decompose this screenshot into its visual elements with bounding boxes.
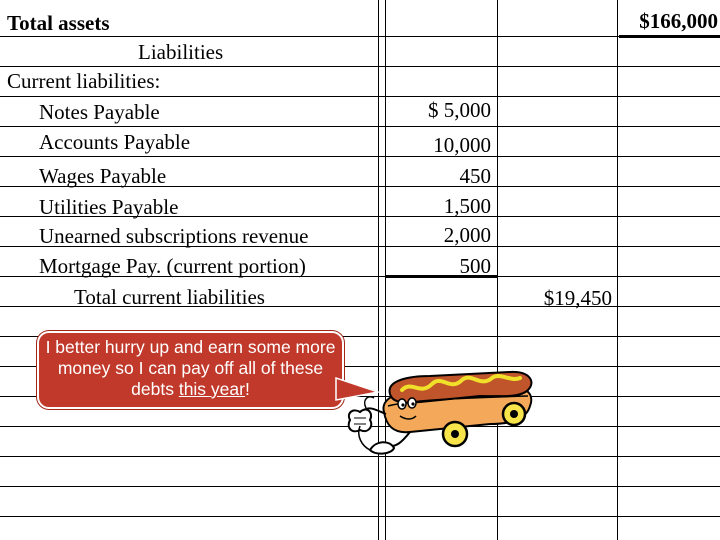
hotdog-car-illustration (340, 350, 540, 470)
total-assets-label: Total assets (7, 11, 110, 35)
item-amount-wages-payable: 450 (459, 164, 491, 188)
current-liabilities-heading: Current liabilities: (7, 69, 161, 93)
item-label-accounts-payable: Accounts Payable (39, 130, 191, 154)
item-amount-mortgage-payable: 500 (459, 254, 491, 278)
item-amount-accounts-payable: 10,000 (433, 133, 491, 157)
item-label-unearned-subscriptions: Unearned subscriptions revenue (39, 224, 309, 248)
item-amount-unearned-subscriptions: 2,000 (443, 223, 491, 247)
item-amount-utilities-payable: 1,500 (443, 194, 491, 218)
total-current-liabilities-label: Total current liabilities (74, 285, 265, 309)
liabilities-heading: Liabilities (138, 40, 224, 64)
total-current-liabilities-amount: $19,450 (543, 286, 612, 310)
item-amount-notes-payable: $ 5,000 (428, 98, 491, 122)
item-label-utilities-payable: Utilities Payable (39, 195, 179, 219)
item-label-notes-payable: Notes Payable (39, 100, 160, 124)
speech-emphasis: this year (178, 379, 245, 399)
item-label-mortgage-payable: Mortgage Pay. (current portion) (39, 254, 306, 278)
total-assets-value: $166,000 (639, 9, 718, 33)
speech-text-end: ! (244, 379, 250, 399)
speech-text: I better hurry up and earn some more money so I can pay off all of these debts (45, 337, 336, 399)
item-label-wages-payable: Wages Payable (39, 164, 167, 188)
